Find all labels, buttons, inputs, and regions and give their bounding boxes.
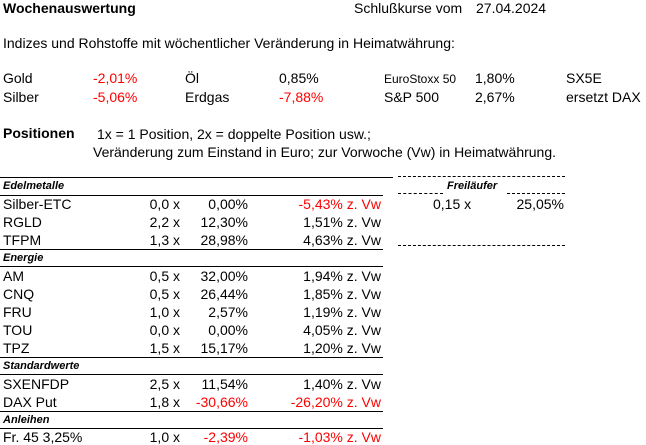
positions-label: Positionen xyxy=(3,125,75,141)
row-name: AM xyxy=(3,268,24,284)
row-vw: 1,40% z. Vw xyxy=(303,376,381,392)
freilaeufer-mid-right xyxy=(507,193,565,194)
row-einstand: 26,44% xyxy=(200,286,248,302)
row-einstand: 0,00% xyxy=(208,196,248,212)
row-mult: 2,5 x xyxy=(149,376,180,392)
gold-value: -2,01% xyxy=(93,70,138,86)
row-einstand: -2,39% xyxy=(203,429,248,445)
row-name: DAX Put xyxy=(3,394,57,410)
sp500-label: S&P 500 xyxy=(384,89,440,105)
row-name: SXENFDP xyxy=(3,376,70,392)
divider xyxy=(0,177,393,178)
row-mult: 1,8 x xyxy=(149,394,180,410)
erdgas-label: Erdgas xyxy=(185,89,230,105)
closing-date: 27.04.2024 xyxy=(476,0,547,16)
ersetzt-label: ersetzt DAX xyxy=(566,89,641,105)
row-name: Fr. 45 3,25% xyxy=(3,429,83,445)
row-mult: 0,5 x xyxy=(149,286,180,302)
row-name: TPZ xyxy=(3,340,30,356)
row-mult: 2,2 x xyxy=(149,214,180,230)
row-mult: 1,0 x xyxy=(149,429,180,445)
section-energie: Energie xyxy=(3,252,44,264)
gold-label: Gold xyxy=(3,70,33,86)
row-name: TOU xyxy=(3,322,33,338)
row-mult: 1,3 x xyxy=(149,232,180,248)
intro-text: Indizes und Rohstoffe mit wöchentlicher Veränderung in Heimatwährung: xyxy=(3,35,455,51)
freilaeufer-top-border xyxy=(398,176,565,177)
closing-label: Schlußkurse vom xyxy=(354,0,463,16)
section-edelmetalle: Edelmetalle xyxy=(3,180,65,192)
erdgas-value: -7,88% xyxy=(279,89,324,105)
row-einstand: 12,30% xyxy=(200,214,248,230)
row-mult: 0,5 x xyxy=(149,268,180,284)
silber-label: Silber xyxy=(3,89,39,105)
row-einstand: 28,98% xyxy=(200,232,248,248)
row-vw: -1,03% z. Vw xyxy=(298,429,381,445)
divider xyxy=(0,411,383,412)
row-vw: 1,85% z. Vw xyxy=(303,286,381,302)
sx5e-label: SX5E xyxy=(566,70,602,86)
row-name: Silber-ETC xyxy=(3,196,72,212)
sp500-value: 2,67% xyxy=(475,89,515,105)
freilaeufer-mid-left xyxy=(398,193,443,194)
row-mult: 0,0 x xyxy=(149,196,180,212)
divider xyxy=(0,266,383,267)
row-name: RGLD xyxy=(3,214,42,230)
positions-line1: 1x = 1 Position, 2x = doppelte Position usw.; xyxy=(97,126,371,142)
row-vw: -5,43% z. Vw xyxy=(298,196,381,212)
row-mult: 1,0 x xyxy=(149,304,180,320)
row-einstand: -30,66% xyxy=(195,394,248,410)
positions-line2: Veränderung zum Einstand in Euro; zur Vorwoche (Vw) in Heimatwährung. xyxy=(93,144,557,160)
row-name: CNQ xyxy=(3,286,35,302)
divider xyxy=(0,249,383,250)
row-einstand: 2,57% xyxy=(208,304,248,320)
row-vw: 4,63% z. Vw xyxy=(303,232,381,248)
freilaeufer-bottom-border xyxy=(398,245,565,246)
divider xyxy=(0,357,383,358)
oel-value: 0,85% xyxy=(279,70,319,86)
row-vw: 1,20% z. Vw xyxy=(303,340,381,356)
row-vw: -26,20% z. Vw xyxy=(290,394,381,410)
page-title: Wochenauswertung xyxy=(3,0,136,16)
row-vw: 1,19% z. Vw xyxy=(303,304,381,320)
oel-label: Öl xyxy=(185,70,199,86)
row-vw: 4,05% z. Vw xyxy=(303,322,381,338)
row-mult: 1,5 x xyxy=(149,340,180,356)
eurostoxx-value: 1,80% xyxy=(475,70,515,86)
row-vw: 1,51% z. Vw xyxy=(303,214,381,230)
row-einstand: 0,00% xyxy=(208,322,248,338)
row-einstand: 15,17% xyxy=(200,340,248,356)
freilaeufer-mult: 0,15 x xyxy=(433,196,472,212)
row-einstand: 11,54% xyxy=(201,376,248,392)
row-mult: 0,0 x xyxy=(149,322,180,338)
eurostoxx-label: EuroStoxx 50 xyxy=(384,72,457,86)
row-vw: 1,94% z. Vw xyxy=(303,268,381,284)
silber-value: -5,06% xyxy=(93,89,138,105)
section-standardwerte: Standardwerte xyxy=(3,360,80,372)
row-name: TFPM xyxy=(3,232,42,248)
row-einstand: 32,00% xyxy=(200,268,248,284)
freilaeufer-value: 25,05% xyxy=(516,196,564,212)
freilaeufer-label: Freiläufer xyxy=(447,180,498,192)
section-anleihen: Anleihen xyxy=(3,414,50,426)
row-name: FRU xyxy=(3,304,32,320)
divider xyxy=(0,374,383,375)
